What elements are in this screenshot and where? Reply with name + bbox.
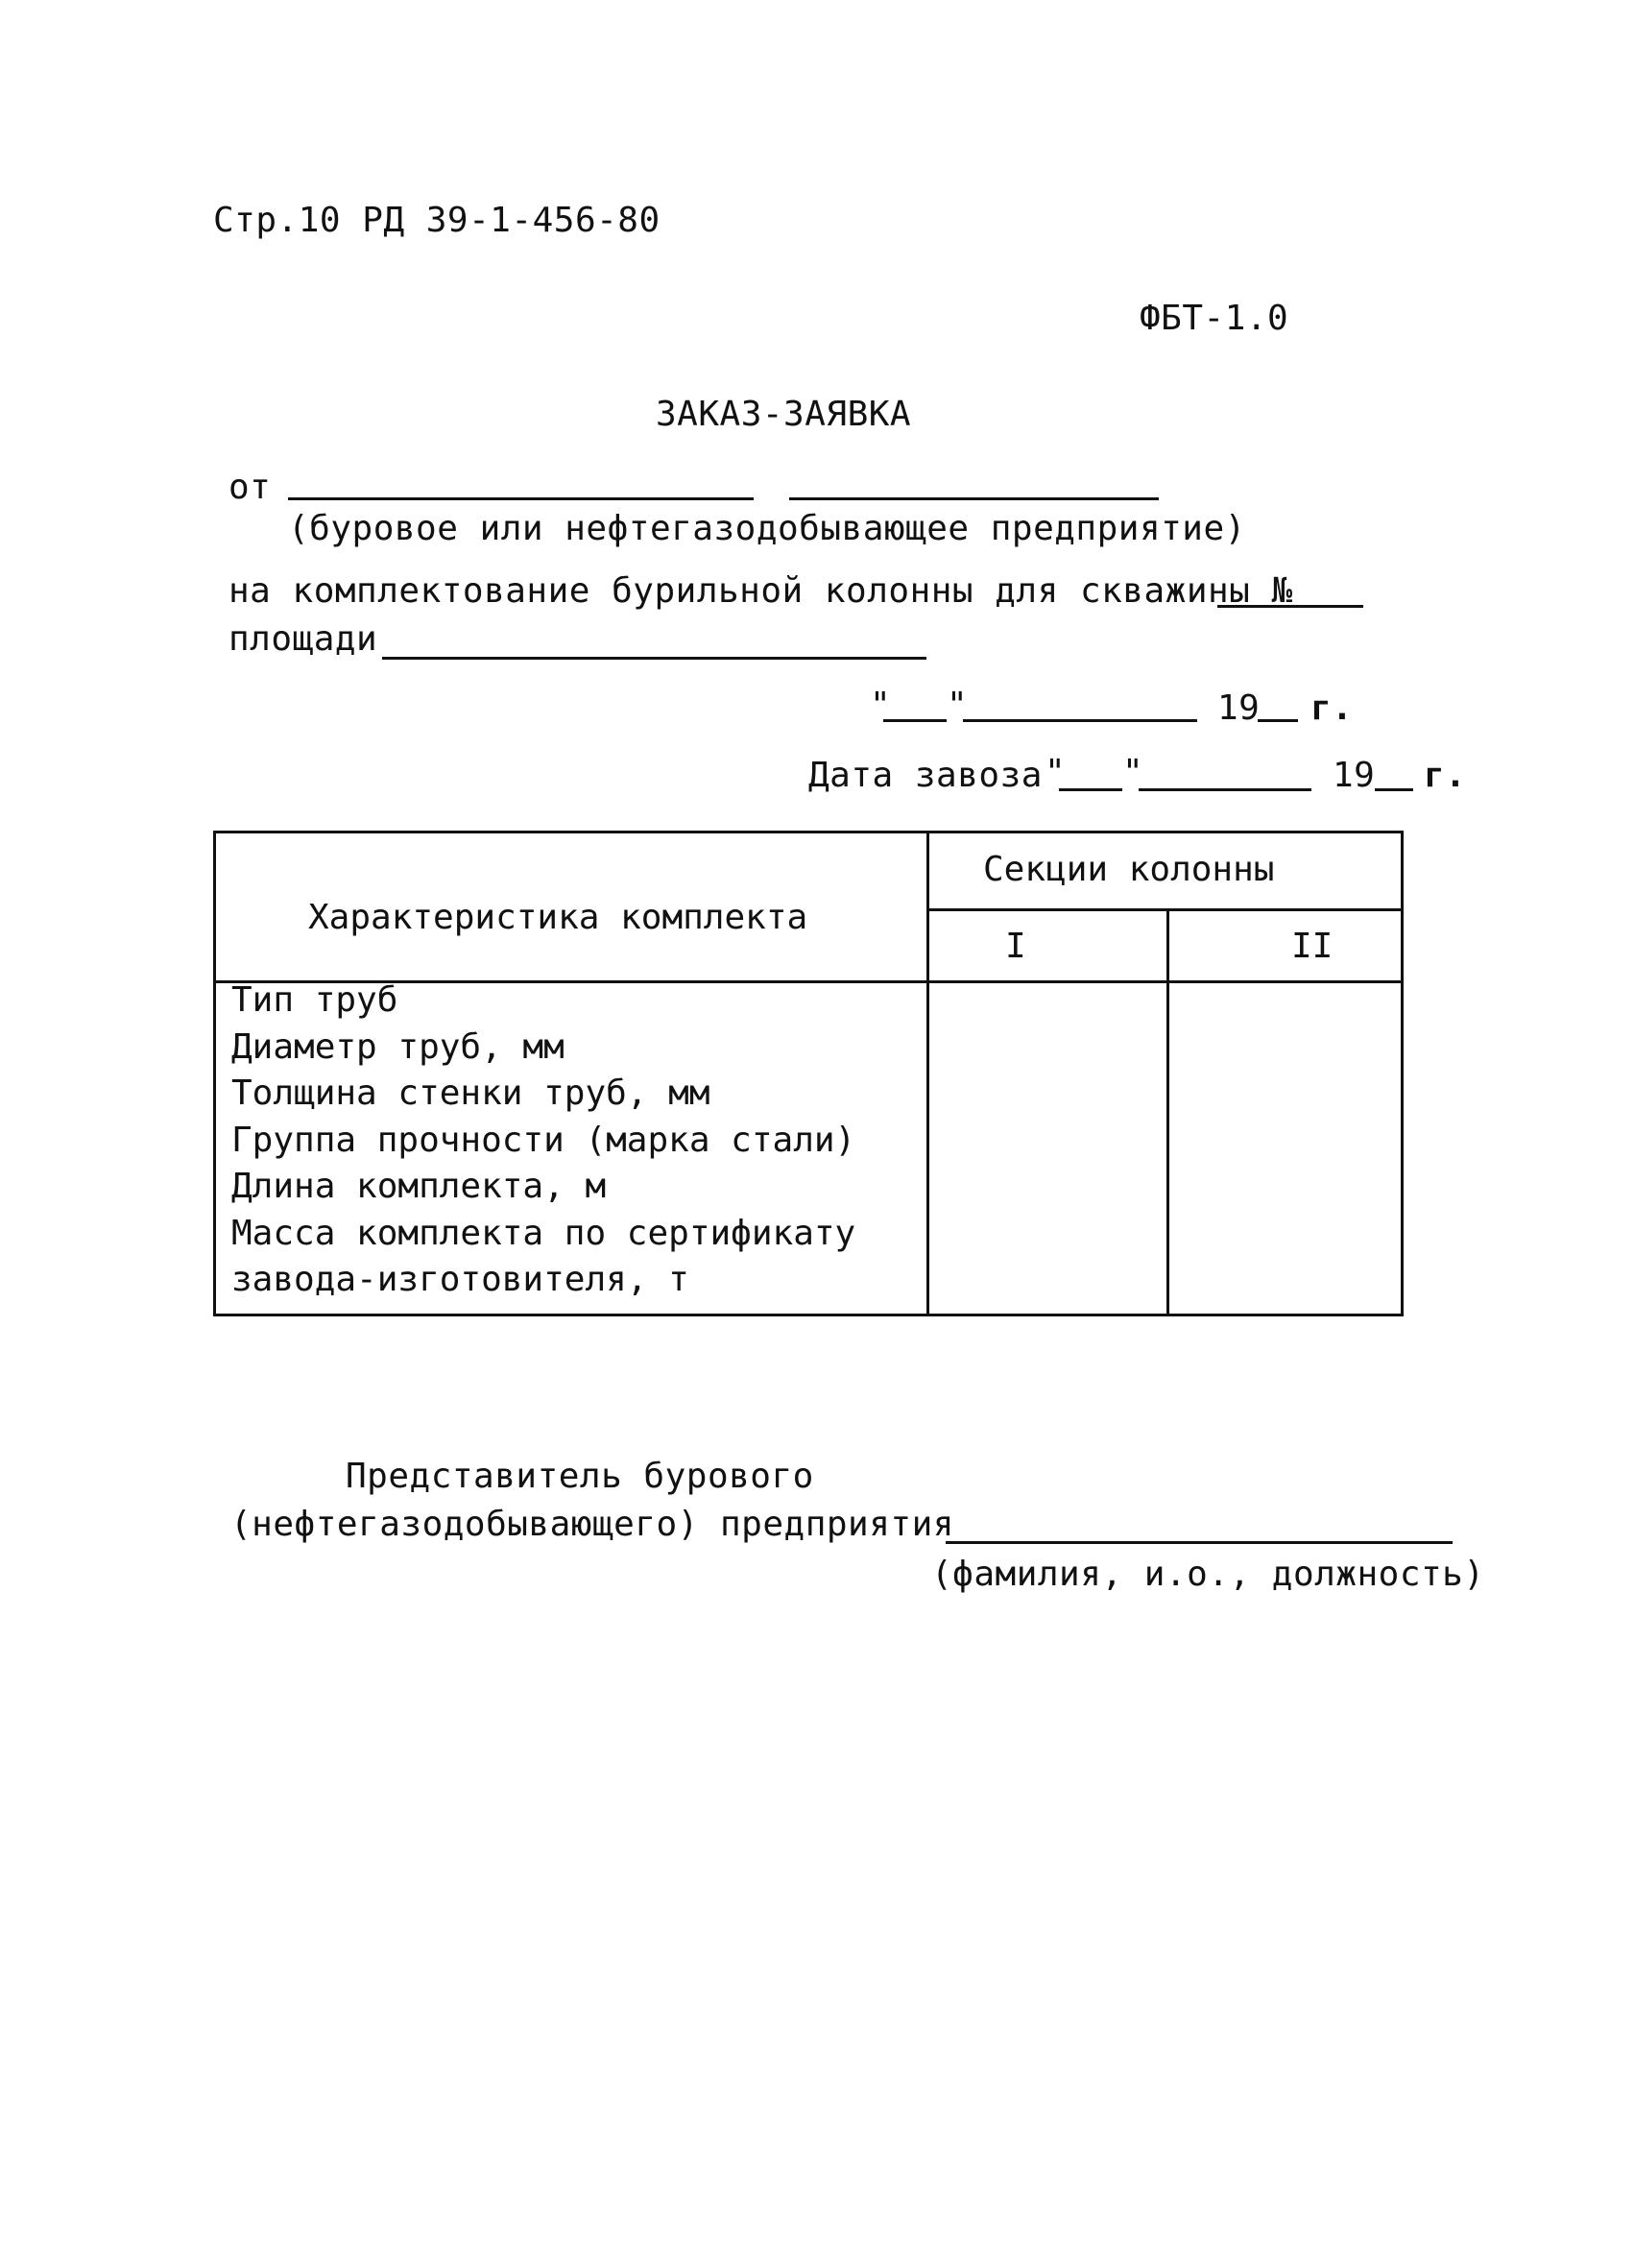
signature-label-line2: (нефтегазодобывающего) предприятия [230, 1505, 954, 1544]
delivery-year-field[interactable] [1375, 788, 1413, 791]
signature-caption: (фамилия, и.о., должность) [931, 1555, 1485, 1594]
signature-field[interactable] [946, 1541, 1453, 1544]
section-column-2: II [1291, 927, 1334, 966]
delivery-date-label: Дата завоза [808, 756, 1043, 795]
sections-header: Секции колонны [983, 850, 1275, 889]
form-code: ФБТ-1.0 [1140, 299, 1289, 338]
area-label: площади [228, 619, 378, 659]
characteristics-list [231, 977, 855, 1304]
table-section-divider [1166, 908, 1169, 1314]
table-row: Группа прочности (марка стали) [231, 1120, 856, 1160]
table-row: Длина комплекта, м [231, 1167, 607, 1206]
delivery-open-quote: " [1045, 753, 1067, 792]
table-row: Толщина стенки труб, мм [231, 1074, 710, 1113]
document-title: ЗАКАЗ-ЗАЯВКА [656, 395, 912, 434]
table-column-divider [926, 833, 929, 1314]
date-day-field[interactable] [883, 719, 947, 722]
signature-label-line1: Представитель бурового [346, 1457, 814, 1496]
delivery-month-field[interactable] [1139, 788, 1311, 791]
characteristics-table [213, 831, 1404, 1316]
table-sections-underline [926, 908, 1401, 911]
delivery-day-field[interactable] [1059, 788, 1122, 791]
from-enterprise-field-2[interactable] [789, 497, 1159, 500]
table-row: Диаметр труб, мм [231, 1026, 565, 1067]
date-close-quote: " [947, 686, 969, 725]
date-year-field[interactable] [1258, 719, 1298, 722]
delivery-close-quote: " [1122, 753, 1144, 792]
delivery-year-prefix: 19 [1333, 756, 1376, 795]
from-caption: (буровое или нефтегазодобывающее предприятие) [288, 509, 1246, 548]
delivery-year-suffix: г. [1424, 756, 1467, 795]
characteristic-header: Характеристика комплекта [308, 898, 808, 937]
from-enterprise-field[interactable] [288, 497, 754, 500]
table-row: Тип труб [231, 980, 398, 1020]
date-month-field[interactable] [963, 719, 1197, 722]
section-column-1: I [1005, 927, 1026, 966]
date-year-suffix: г. [1310, 688, 1354, 728]
page-reference: Стр.10 РД 39-1-456-80 [213, 201, 661, 240]
area-field[interactable] [382, 657, 926, 660]
purpose-text: на комплектование бурильной колонны для скважины № [228, 571, 1293, 611]
date-year-prefix: 19 [1217, 688, 1261, 728]
from-label: от [228, 468, 272, 507]
date-open-quote: " [870, 686, 892, 725]
well-number-field[interactable] [1217, 605, 1363, 608]
table-row: завода-изготовителя, т [231, 1260, 689, 1299]
table-row: Масса комплекта по сертификату [231, 1213, 856, 1253]
